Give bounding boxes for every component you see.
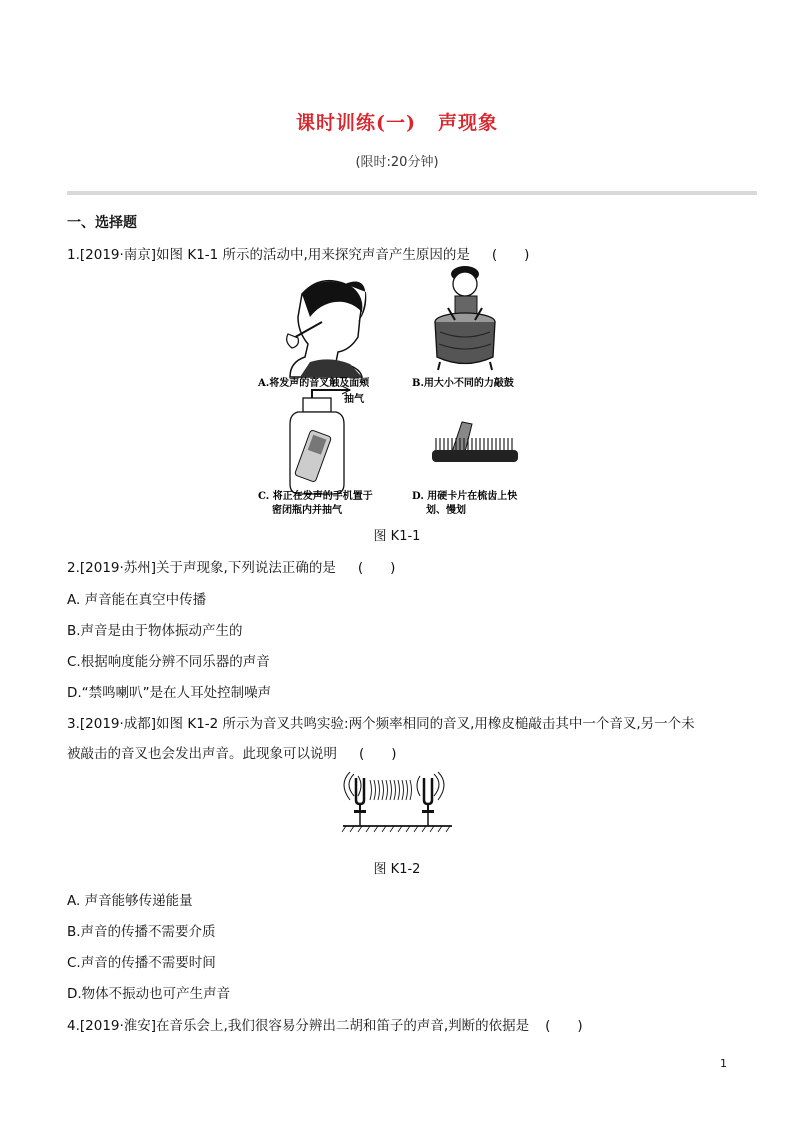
tuning-fork-right-icon: [417, 772, 444, 826]
sound-waves-icon: [370, 780, 412, 800]
answer-blank: ( ): [357, 560, 396, 576]
question-2-option-d: D.“禁鸣喇叭”是在人耳处控制噪声: [67, 685, 272, 701]
question-4-text: 4.[2019·淮安]在音乐会上,我们很容易分辨出二胡和笛子的声音,判断的依据是: [67, 1018, 530, 1034]
section-heading: 一、选择题: [67, 215, 137, 231]
question-2-option-c: C.根据响度能分辨不同乐器的声音: [67, 654, 270, 670]
question-2-option-a: A. 声音能在真空中传播: [67, 592, 207, 608]
question-3-option-a: A. 声音能够传递能量: [67, 893, 193, 909]
panel-a-girl-tuning-fork-icon: [287, 281, 367, 377]
question-3-option-c: C.声音的传播不需要时间: [67, 955, 216, 971]
time-limit: (限时:20分钟): [355, 155, 439, 170]
title-main: 课时训练(一): [296, 112, 416, 134]
panel-c-label-line2: 密闭瓶内并抽气: [272, 505, 342, 516]
figure-k1-1-caption: 图 K1-1: [373, 529, 421, 544]
page-number: 1: [720, 1057, 727, 1070]
question-1-stem: [67, 243, 529, 263]
figure-k1-2: [340, 770, 455, 840]
question-3-option-d: D.物体不振动也可产生声音: [67, 986, 231, 1002]
question-4-stem: [67, 1014, 583, 1034]
panel-c-phone-jar-icon: [290, 386, 350, 494]
question-2-text: 2.[2019·苏州]关于声现象,下列说法正确的是: [67, 560, 336, 576]
tuning-fork-left-icon: [344, 772, 366, 826]
panel-d-label-line1: D. 用硬卡片在梳齿上快: [412, 491, 518, 502]
panel-b-drum-icon: [435, 266, 495, 370]
panel-d-label-line2: 划、慢划: [426, 505, 466, 516]
panel-c-label-line1: C. 将正在发声的手机置于: [258, 491, 373, 502]
question-3-text: 被敲击的音叉也会发出声音。此现象可以说明: [67, 746, 337, 762]
panel-d-comb-card-icon: [432, 422, 518, 462]
question-3-stem-line2: [67, 742, 397, 762]
question-2-option-b: B.声音是由于物体振动产生的: [67, 623, 243, 639]
title-topic: 声现象: [437, 112, 498, 134]
panel-a-label: A.将发声的音叉触及面颊: [258, 378, 370, 389]
question-3-option-b: B.声音的传播不需要介质: [67, 924, 216, 940]
panel-c-pump-label: 抽气: [344, 394, 364, 405]
ground-surface-icon: [342, 826, 452, 832]
question-1-text: 1.[2019·南京]如图 K1-1 所示的活动中,用来探究声音产生原因的是: [67, 247, 470, 263]
question-2-stem: [67, 556, 395, 576]
page-title: [0, 108, 794, 135]
figure-k1-2-caption: 图 K1-2: [373, 862, 421, 877]
answer-blank: ( ): [545, 1018, 583, 1034]
figure-k1-1: [250, 262, 550, 520]
answer-blank: ( ): [359, 746, 397, 762]
question-3-stem-line1: 3.[2019·成都]如图 K1-2 所示为音叉共鸣实验:两个频率相同的音叉,用橡皮槌敲击其中一个音叉,另一个未: [67, 716, 695, 732]
header-divider: [67, 191, 757, 195]
answer-blank: ( ): [491, 247, 530, 263]
panel-b-label: B.用大小不同的力敲鼓: [412, 378, 514, 389]
